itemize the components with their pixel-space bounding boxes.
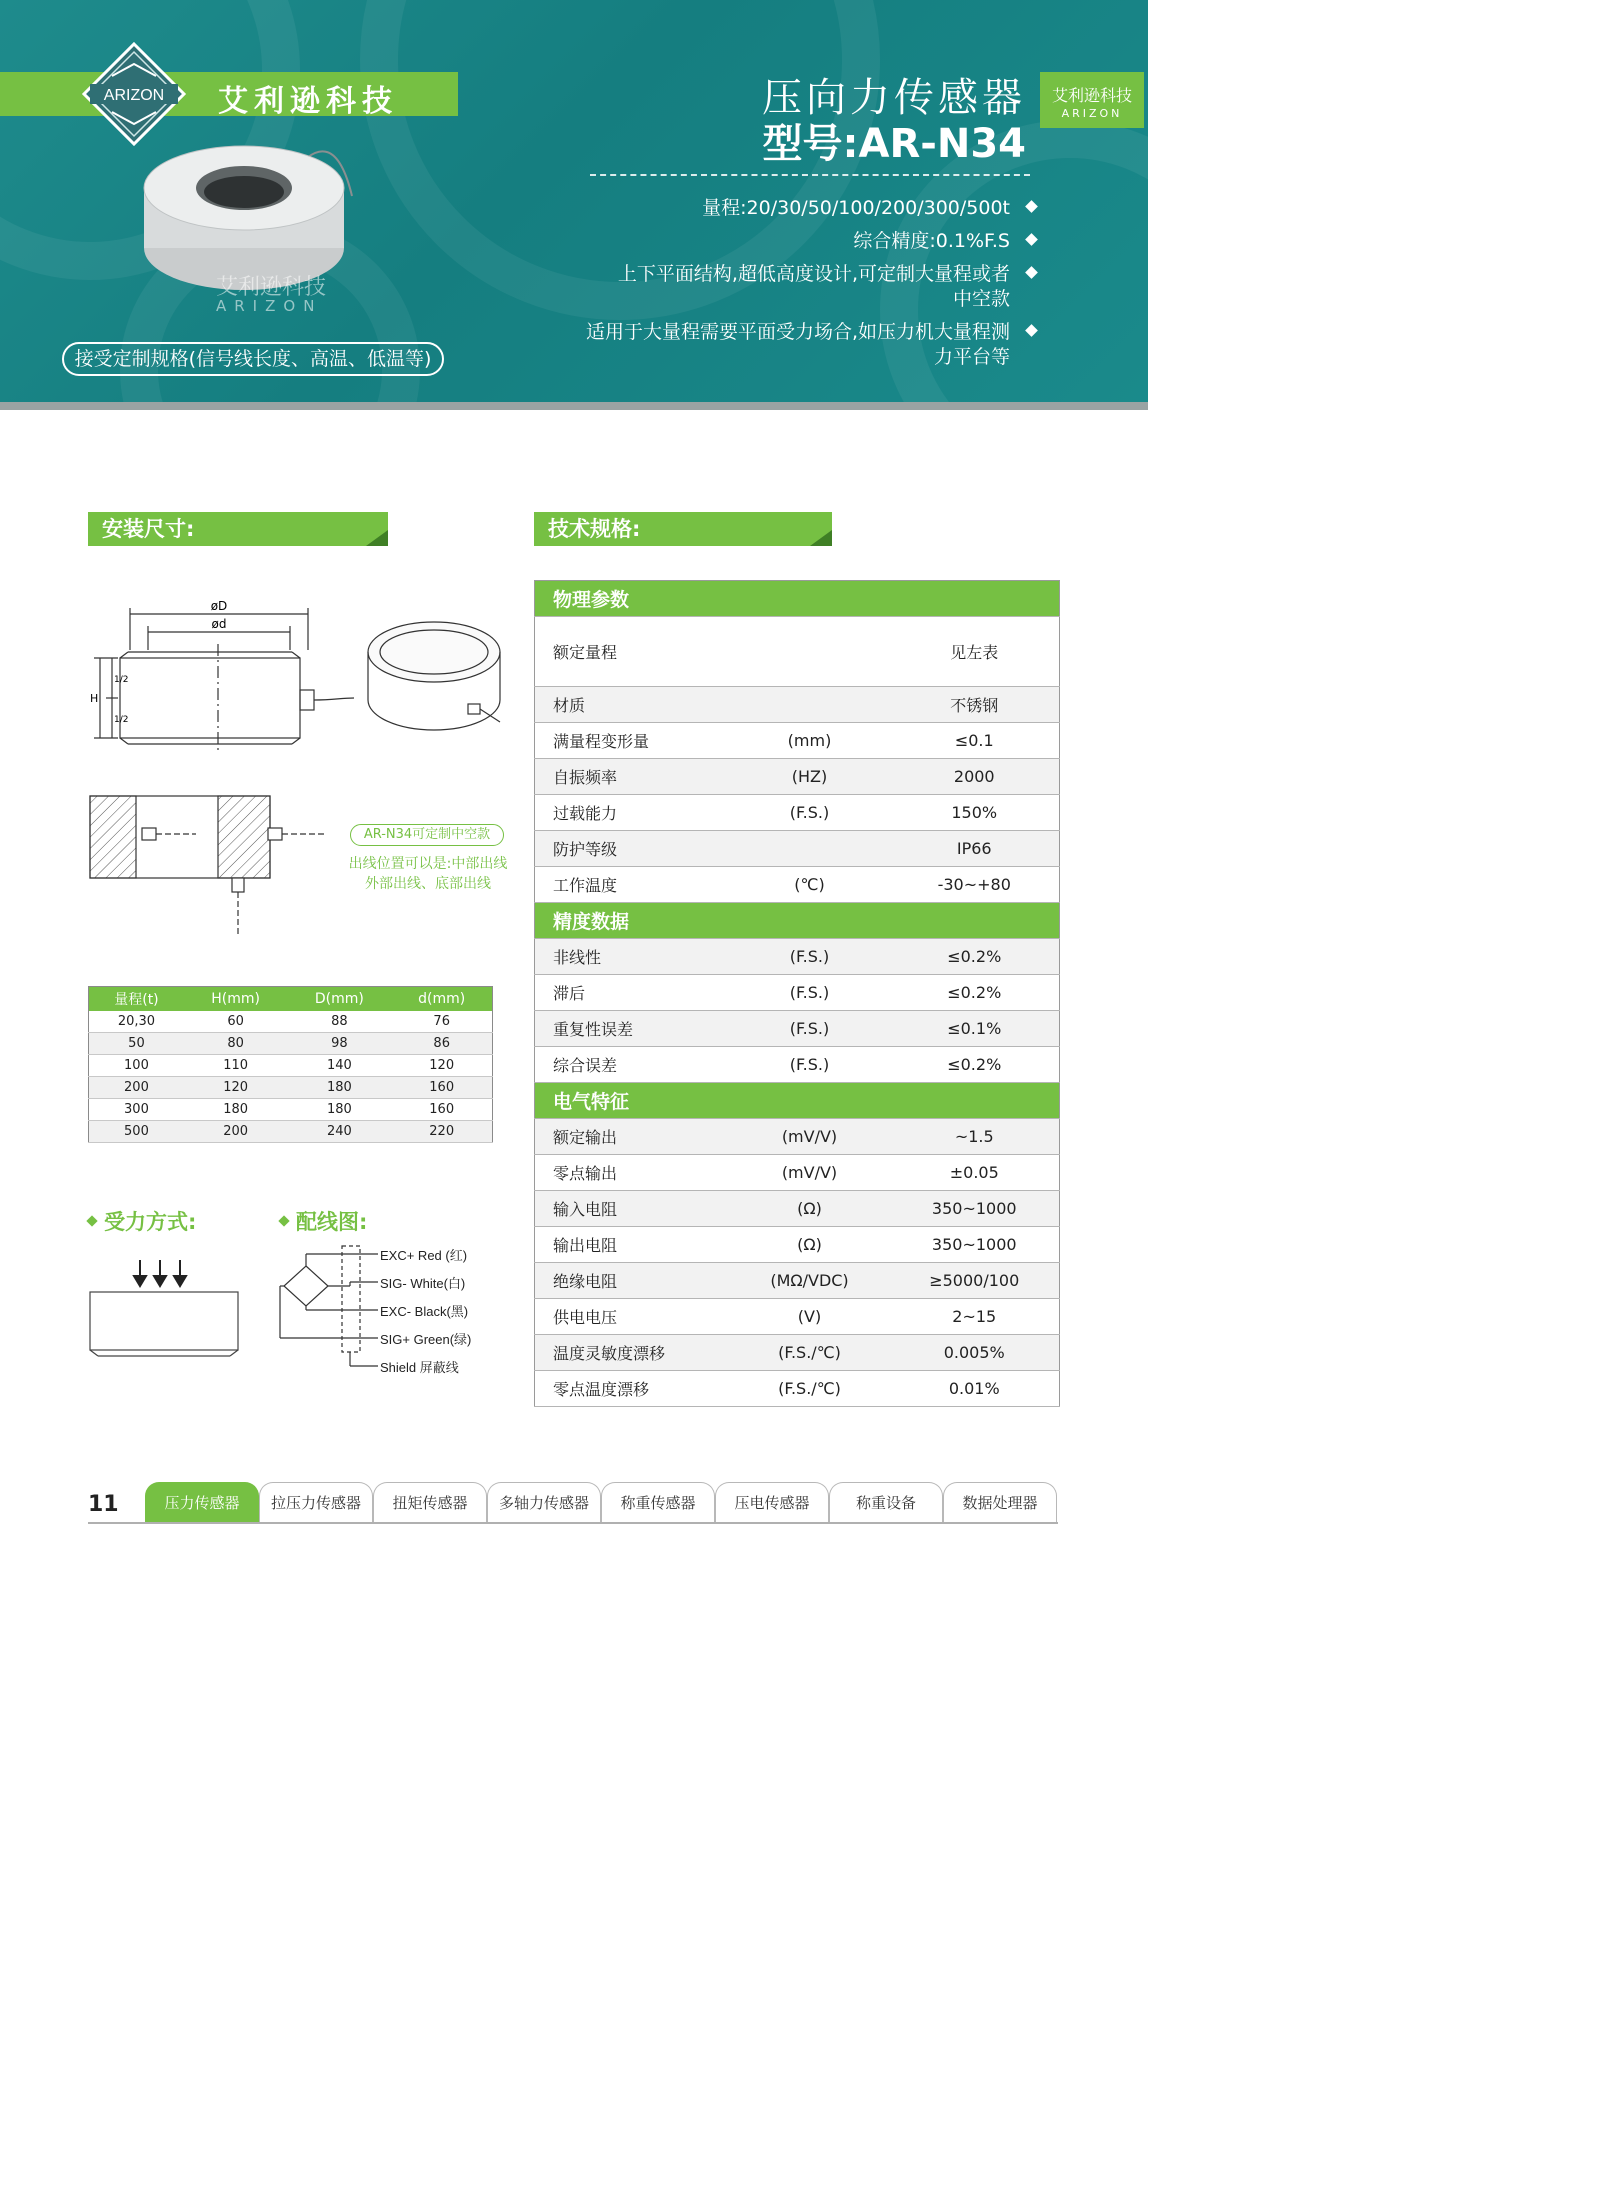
header-bottom-strip (0, 402, 1148, 410)
table-cell: 160 (391, 1099, 492, 1121)
spec-name: 输入电阻 (535, 1191, 730, 1227)
spec-row (535, 617, 1060, 687)
spec-row (535, 1011, 1060, 1047)
spec-row (535, 723, 1060, 759)
spec-unit: (F.S.) (730, 975, 890, 1011)
spec-name: 滞后 (535, 975, 730, 1011)
spec-val: 350~1000 (890, 1227, 1060, 1263)
spec-name: 温度灵敏度漂移 (535, 1335, 730, 1371)
feature-text: 量程:20/30/50/100/200/300/500t (702, 197, 1010, 219)
spec-row (535, 1227, 1060, 1263)
column-header: 量程(t) (89, 987, 184, 1011)
table-cell: 220 (391, 1121, 492, 1143)
spec-unit: (F.S.) (730, 1011, 890, 1047)
spec-val: ≤0.2% (890, 975, 1060, 1011)
spec-val: IP66 (890, 831, 1060, 867)
table-cell: 98 (287, 1033, 391, 1055)
spec-val: ~1.5 (890, 1119, 1060, 1155)
spec-row (535, 1335, 1060, 1371)
feature-item (570, 196, 1030, 221)
spec-val: 150% (890, 795, 1060, 831)
table-cell: 200 (184, 1121, 287, 1143)
spec-val: ≥5000/100 (890, 1263, 1060, 1299)
spec-val: ≤0.1% (890, 1011, 1060, 1047)
model-number: 型号:AR-N34 (762, 121, 1026, 167)
spec-title: 技术规格: (548, 517, 641, 541)
spec-unit: (F.S./℃) (730, 1335, 890, 1371)
table-cell: 180 (184, 1099, 287, 1121)
watermark-en: ARIZON (216, 297, 323, 315)
spec-row (535, 1119, 1060, 1155)
table-row (89, 1077, 493, 1099)
spec-row (535, 1263, 1060, 1299)
spec-unit: (V) (730, 1299, 890, 1335)
spec-row (535, 1299, 1060, 1335)
feature-item (570, 229, 1030, 254)
spec-val: ±0.05 (890, 1155, 1060, 1191)
table-cell: 180 (287, 1077, 391, 1099)
wire-label-sig-minus: SIG- White(白) (380, 1276, 466, 1291)
feature-text: 上下平面结构,超低高度设计,可定制大量程或者中空款 (617, 263, 1010, 310)
spec-name: 零点输出 (535, 1155, 730, 1191)
table-cell: 120 (184, 1077, 287, 1099)
page-number: 11 (88, 1492, 119, 1517)
spec-unit: (Ω) (730, 1191, 890, 1227)
spec-row (535, 795, 1060, 831)
spec-row (535, 975, 1060, 1011)
category-tab[interactable]: 多轴力传感器 (487, 1482, 601, 1522)
force-title-text: 受力方式: (104, 1210, 197, 1234)
spec-group-header (535, 903, 1060, 939)
spec-unit: (F.S.) (730, 795, 890, 831)
spec-name: 过载能力 (535, 795, 730, 831)
arizon-logo (82, 42, 186, 146)
header-divider (590, 174, 1030, 176)
spec-row (535, 1155, 1060, 1191)
spec-val: 0.005% (890, 1335, 1060, 1371)
logo-text: ARIZON (103, 87, 165, 104)
spec-name: 额定输出 (535, 1119, 730, 1155)
outlet-note-line: 外部出线、底部出线 (365, 876, 491, 892)
spec-unit: (HZ) (730, 759, 890, 795)
diameter-d-label: ød (211, 617, 227, 631)
spec-unit (730, 831, 890, 867)
page-header (0, 0, 1148, 408)
half-height-label: 1/2 (114, 715, 129, 725)
spec-val: 见左表 (890, 617, 1060, 687)
spec-name: 供电电压 (535, 1299, 730, 1335)
spec-group-title: 物理参数 (535, 581, 1060, 617)
spec-row (535, 1047, 1060, 1083)
outlet-note-line: 出线位置可以是:中部出线 (348, 856, 508, 872)
table-cell: 88 (287, 1011, 391, 1033)
spec-name: 输出电阻 (535, 1227, 730, 1263)
diamond-bullet-icon (278, 1215, 289, 1226)
diamond-bullet-icon (86, 1215, 97, 1226)
diameter-D-label: øD (210, 599, 228, 613)
table-cell: 110 (184, 1055, 287, 1077)
spec-val: 0.01% (890, 1371, 1060, 1407)
column-header: d(mm) (391, 987, 492, 1011)
force-direction-drawing (88, 1256, 240, 1360)
spec-table (534, 580, 1060, 1407)
wire-label-exc-minus: EXC- Black(黑) (380, 1304, 469, 1319)
table-row (89, 1033, 493, 1055)
custom-spec-note: 接受定制规格(信号线长度、高温、低温等) (62, 342, 444, 376)
spec-row (535, 759, 1060, 795)
category-tab[interactable]: 压力传感器 (145, 1482, 259, 1522)
cable-outlet-note (338, 854, 518, 894)
table-cell: 86 (391, 1033, 492, 1055)
spec-unit: (mV/V) (730, 1155, 890, 1191)
category-tab[interactable]: 称重设备 (829, 1482, 943, 1522)
spec-val: 2000 (890, 759, 1060, 795)
feature-item (570, 262, 1030, 312)
spec-group-title: 电气特征 (535, 1083, 1060, 1119)
table-cell: 50 (89, 1033, 184, 1055)
spec-name: 绝缘电阻 (535, 1263, 730, 1299)
spec-name: 综合误差 (535, 1047, 730, 1083)
feature-text: 综合精度:0.1%F.S (853, 230, 1010, 252)
brand-tag (1040, 72, 1144, 128)
spec-unit: (F.S.) (730, 1047, 890, 1083)
column-header: H(mm) (184, 987, 287, 1011)
table-cell: 80 (184, 1033, 287, 1055)
spec-row (535, 687, 1060, 723)
install-section-header (88, 512, 388, 546)
spec-val: ≤0.2% (890, 939, 1060, 975)
spec-row (535, 1191, 1060, 1227)
spec-unit: (Ω) (730, 1227, 890, 1263)
spec-name: 自振频率 (535, 759, 730, 795)
spec-name: 满量程变形量 (535, 723, 730, 759)
spec-unit: (℃) (730, 867, 890, 903)
category-tab[interactable]: 数据处理器 (943, 1482, 1057, 1522)
table-cell: 120 (391, 1055, 492, 1077)
feature-text: 适用于大量程需要平面受力场合,如压力机大量程测力平台等 (585, 321, 1010, 368)
category-tab[interactable]: 拉压力传感器 (259, 1482, 373, 1522)
spec-name: 材质 (535, 687, 730, 723)
spec-name: 防护等级 (535, 831, 730, 867)
category-tab[interactable]: 压电传感器 (715, 1482, 829, 1522)
spec-unit (730, 687, 890, 723)
spec-unit: (F.S./℃) (730, 1371, 890, 1407)
spec-name: 零点温度漂移 (535, 1371, 730, 1407)
spec-section-header (534, 512, 832, 546)
spec-name: 工作温度 (535, 867, 730, 903)
table-cell: 180 (287, 1099, 391, 1121)
wire-label-exc-plus: EXC+ Red (红) (380, 1248, 468, 1263)
brand-tag-cn: 艾利逊科技 (1051, 86, 1132, 105)
spec-unit: (mV/V) (730, 1119, 890, 1155)
dimension-table-header (89, 987, 493, 1011)
spec-val: 不锈钢 (890, 687, 1060, 723)
header-corner (366, 530, 388, 546)
spec-val: 2~15 (890, 1299, 1060, 1335)
feature-list (570, 196, 1030, 378)
header-corner (810, 530, 832, 546)
spec-row (535, 939, 1060, 975)
spec-row (535, 1371, 1060, 1407)
spec-group-header (535, 1083, 1060, 1119)
wiring-diagram-title (280, 1206, 367, 1236)
table-cell: 100 (89, 1055, 184, 1077)
table-cell: 200 (89, 1077, 184, 1099)
brand-name: 艾利逊科技 (218, 84, 398, 119)
table-row (89, 1121, 493, 1143)
wire-label-sig-plus: SIG+ Green(绿) (380, 1332, 472, 1347)
spec-val: ≤0.2% (890, 1047, 1060, 1083)
category-tab[interactable]: 称重传感器 (601, 1482, 715, 1522)
spec-unit: (mm) (730, 723, 890, 759)
brand-tag-en: ARIZON (1061, 107, 1123, 120)
table-row (89, 1011, 493, 1033)
table-cell: 240 (287, 1121, 391, 1143)
force-mode-title (88, 1206, 196, 1236)
column-header: D(mm) (287, 987, 391, 1011)
spec-group-title: 精度数据 (535, 903, 1060, 939)
spec-unit: (F.S.) (730, 939, 890, 975)
install-title: 安装尺寸: (102, 517, 195, 541)
spec-row (535, 867, 1060, 903)
spec-name: 非线性 (535, 939, 730, 975)
table-cell: 60 (184, 1011, 287, 1033)
wire-label-shield: Shield 屏蔽线 (380, 1360, 459, 1375)
spec-val: -30~+80 (890, 867, 1060, 903)
wiring-title-text: 配线图: (296, 1210, 368, 1234)
watermark-cn: 艾利逊科技 (216, 275, 327, 300)
half-height-label: 1/2 (114, 675, 129, 685)
spec-unit (730, 617, 890, 687)
table-cell: 500 (89, 1121, 184, 1143)
spec-group-header (535, 581, 1060, 617)
feature-item (570, 320, 1030, 370)
table-row (89, 1055, 493, 1077)
table-cell: 140 (287, 1055, 391, 1077)
spec-val: ≤0.1 (890, 723, 1060, 759)
hollow-option-note: AR-N34可定制中空款 (350, 824, 504, 846)
spec-unit: (MΩ/VDC) (730, 1263, 890, 1299)
dimension-table (88, 986, 493, 1143)
table-cell: 300 (89, 1099, 184, 1121)
spec-val: 350~1000 (890, 1191, 1060, 1227)
table-cell: 160 (391, 1077, 492, 1099)
spec-name: 额定量程 (535, 617, 730, 687)
table-cell: 20,30 (89, 1011, 184, 1033)
table-row (89, 1099, 493, 1121)
product-title: 压向力传感器 (762, 75, 1026, 121)
spec-row (535, 831, 1060, 867)
spec-name: 重复性误差 (535, 1011, 730, 1047)
height-label: H (90, 692, 99, 705)
watermark (160, 270, 326, 315)
table-cell: 76 (391, 1011, 492, 1033)
category-tab[interactable]: 扭矩传感器 (373, 1482, 487, 1522)
